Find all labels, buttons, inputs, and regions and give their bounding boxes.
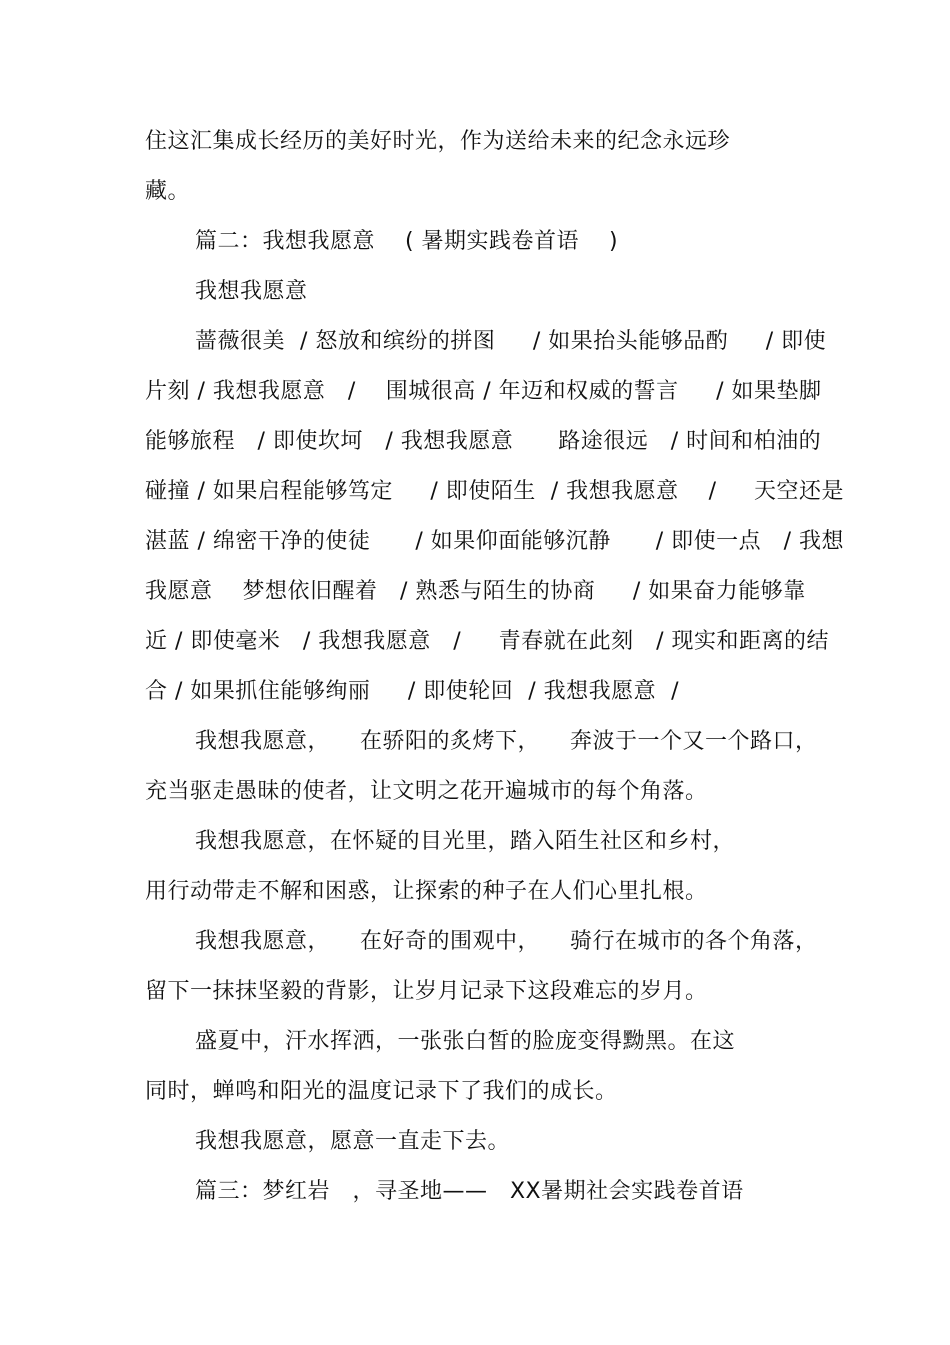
paragraph-line: 充当驱走愚昧的使者，让文明之花开遍城市的每个角落。: [145, 779, 708, 804]
section-heading: 篇三：梦红岩 ，寻圣地—— XX暑期社会实践卷首语: [195, 1179, 744, 1204]
poem-line: 近 / 即使毫米 / 我想我愿意 / 青春就在此刻 / 现实和距离的结: [145, 629, 830, 654]
poem-line: 片刻 / 我想我愿意 / 围城很高 / 年迈和权威的誓言 / 如果垫脚: [145, 379, 822, 404]
poem-title: 我想我愿意: [195, 279, 308, 304]
paragraph-line: 留下一抹抹坚毅的背影，让岁月记录下这段难忘的岁月。: [145, 979, 708, 1004]
poem-line: 碰撞 / 如果启程能够笃定 / 即使陌生 / 我想我愿意 / 天空还是: [145, 479, 845, 504]
paragraph-line: 我想我愿意， 在骄阳的炙烤下， 奔波于一个又一个路口，: [195, 729, 818, 754]
section-heading: 篇二：我想我愿意 ( 暑期实践卷首语 ): [195, 229, 619, 254]
poem-line: 能够旅程 / 即使坎坷 / 我想我愿意 路途很远 / 时间和柏油的: [145, 429, 822, 454]
poem-line: 我愿意 梦想依旧醒着 / 熟悉与陌生的协商 / 如果奋力能够靠: [145, 579, 806, 604]
paragraph-line: 用行动带走不解和困惑，让探索的种子在人们心里扎根。: [145, 879, 708, 904]
poem-line: 蔷薇很美 / 怒放和缤纷的拼图 / 如果抬头能够品酌 / 即使: [195, 329, 827, 354]
paragraph-line: 我想我愿意，在怀疑的目光里，踏入陌生社区和乡村，: [195, 829, 736, 854]
text-line: 住这汇集成长经历的美好时光，作为送给未来的纪念永远珍: [145, 129, 731, 154]
paragraph-line: 盛夏中，汗水挥洒，一张张白皙的脸庞变得黝黑。在这: [195, 1029, 736, 1054]
paragraph-line: 我想我愿意，愿意一直走下去。: [195, 1129, 511, 1154]
poem-line: 湛蓝 / 绵密干净的使徒 / 如果仰面能够沉静 / 即使一点 / 我想: [145, 529, 845, 554]
paragraph-line: 同时，蝉鸣和阳光的温度记录下了我们的成长。: [145, 1079, 618, 1104]
poem-line: 合 / 如果抓住能够绚丽 / 即使轮回 / 我想我愿意 /: [145, 679, 680, 704]
paragraph-line: 我想我愿意， 在好奇的围观中， 骑行在城市的各个角落，: [195, 929, 818, 954]
text-line: 藏。: [145, 179, 191, 204]
